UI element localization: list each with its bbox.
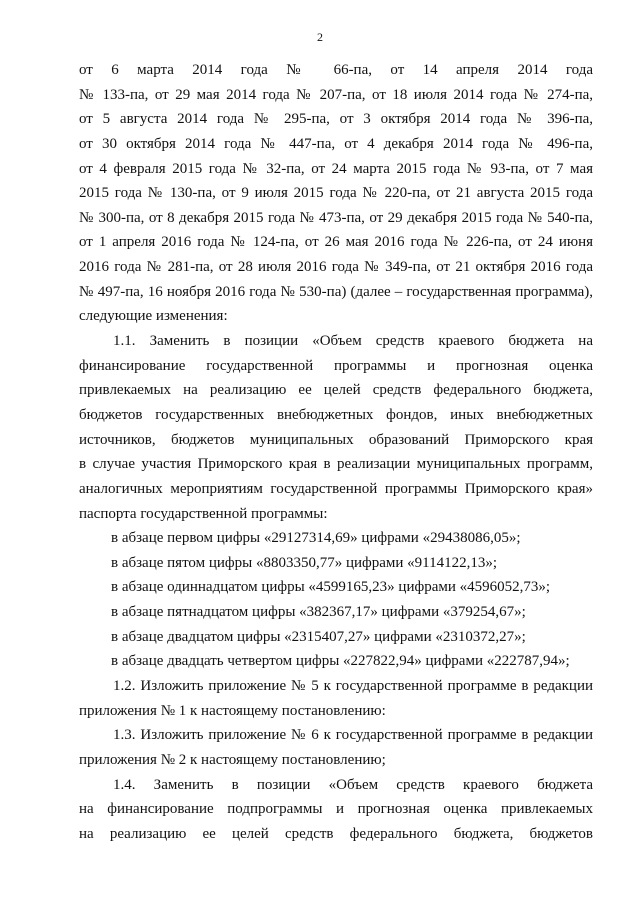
text-line: от 6 марта 2014 года № 66-па, от 14 апреля 2014 года: [79, 62, 593, 78]
text-line: 1.1. Заменить в позиции «Объем средств краевого бюджета на: [113, 333, 593, 350]
document-body: [79, 58, 593, 847]
text-line: на реализацию ее целей средств федерального бюджета, бюджетов: [79, 825, 593, 842]
text-line: паспорта государственной программы:: [79, 505, 328, 522]
text-line: от 1 апреля 2016 года № 124-па, от 26 мая 2016 года № 226-па, от 24 июня: [79, 234, 593, 251]
text-line: № 133-па, от 29 мая 2014 года № 207-па, от 18 июля 2014 года № 274-па,: [79, 86, 593, 103]
text-line: на финансирование подпрограммы и прогнозная оценка привлекаемых: [79, 801, 593, 818]
text-line: 1.3. Изложить приложение № 6 к государственной программе в редакции: [113, 727, 593, 744]
text-line: привлекаемых на реализацию ее целей средств федерального бюджета,: [79, 382, 593, 399]
text-line: 1.2. Изложить приложение № 5 к государственной программе в редакции: [113, 678, 593, 695]
text-line: следующие изменения:: [79, 308, 228, 325]
page-number: 2: [317, 30, 323, 44]
text-line: источников, бюджетов муниципальных образований Приморского края: [79, 431, 593, 448]
text-line: в случае участия Приморского края в реализации муниципальных программ,: [79, 456, 593, 473]
text-line: в абзаце одиннадцатом цифры «4599165,23» цифрами «4596052,73»;: [111, 579, 551, 596]
text-line: бюджетов государственных внебюджетных фондов, иных внебюджетных: [79, 406, 593, 423]
text-line: № 497-па, 16 ноября 2016 года № 530-па) (далее – государственная программа),: [79, 283, 593, 300]
text-line: аналогичных мероприятиям государственной программы Приморского края»: [79, 480, 593, 497]
text-line: в абзаце пятнадцатом цифры «382367,17» цифрами «379254,67»;: [111, 604, 526, 621]
text-line: финансирование государственной программы и прогнозная оценка: [79, 357, 593, 374]
text-line: № 300-па, от 8 декабря 2015 года № 473-па, от 29 декабря 2015 года № 540-па,: [79, 209, 593, 226]
text-line: от 4 февраля 2015 года № 32-па, от 24 марта 2015 года № 93-па, от 7 мая: [79, 160, 593, 177]
text-line: приложения № 1 к настоящему постановлению:: [79, 702, 386, 719]
text-line: от 5 августа 2014 года № 295-па, от 3 октября 2014 года № 396-па,: [79, 111, 593, 128]
text-line: в абзаце двадцать четвертом цифры «227822,94» цифрами «222787,94»;: [111, 653, 570, 670]
text-line: 2015 года № 130-па, от 9 июля 2015 года № 220-па, от 21 августа 2015 года: [79, 185, 593, 202]
text-line: от 30 октября 2014 года № 447-па, от 4 декабря 2014 года № 496-па,: [79, 135, 593, 152]
text-line: приложения № 2 к настоящему постановлению;: [79, 751, 386, 768]
text-line: в абзаце пятом цифры «8803350,77» цифрами «9114122,13»;: [111, 554, 498, 571]
text-line: в абзаце двадцатом цифры «2315407,27» цифрами «2310372,27»;: [111, 628, 526, 645]
text-line: 2016 года № 281-па, от 28 июля 2016 года № 349-па, от 21 октября 2016 года: [79, 259, 593, 276]
text-line: в абзаце первом цифры «29127314,69» цифрами «29438086,05»;: [111, 530, 521, 547]
text-line: 1.4. Заменить в позиции «Объем средств краевого бюджета: [113, 776, 593, 793]
